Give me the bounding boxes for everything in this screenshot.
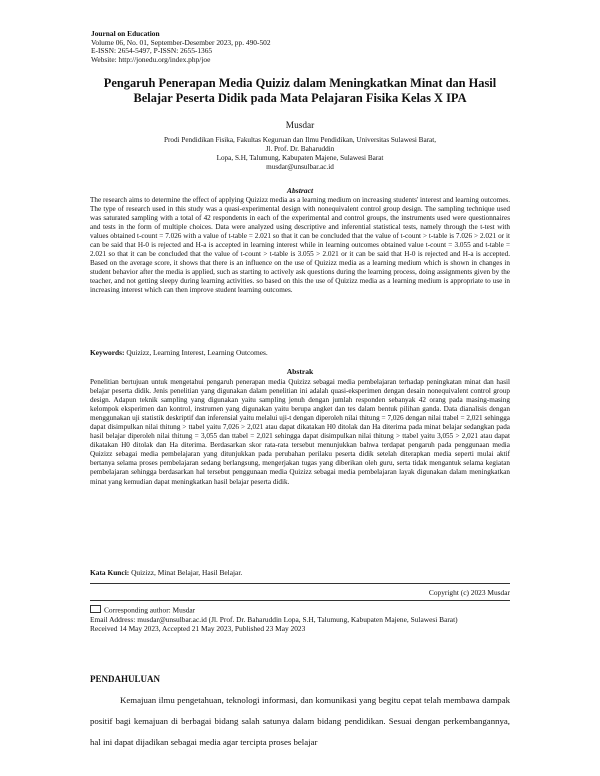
journal-header [91,30,511,64]
abstract-text: The research aims to determine the effect of applying Quizizz media as a learning medium on increasing students' interest and learning outcomes. The type of research used in this study was a quasi-experimental design with nonequivalent control group design. The sampling technique used was saturated sampling with a total of 42 respondents in each of the experimental and control groups, the instruments used were questionnaires and tests in the form of multiple choices. Data were analyzed using descriptive and inferential statistical tests, namely through the t-test with values obtained t-count = 7.026 with a value of t-table = 2.021 so that it can be concluded that the value of t-count > t-table is 7.026 > 2.021 or it can be said that H-0 is rejected and H-a is accepted in learning interest while in learning outcomes obtained value t-count = 3.055 and t-table = 2.021 so that it can be concluded that the value of t-count > t-table is 3.055 > 2.021 or it can be said that H-0 is rejected and H-a is accepted. Based on the average score, it shows that there is an influence on the use of Quizizz media as a learning medium which is shown in changes in student behavior after the media is applied, such as starting to actively ask questions during the learning process, doing assignments given by the teacher, and not getting sleepy during learning activities. so based on this the use of Quizizz media as a learning medium is appropriate to use in increasing interest which can then improve student learning outcomes. [90,196,510,295]
section-text: Kemajuan ilmu pengetahuan, teknologi informasi, dan komunikasi yang begitu cepat telah membawa dampak positif bagi kemajuan di berbagai bidang salah satunya dalam bidang pendidikan. Sesuai dengan perkembangannya, hal ini dapat dijadikan sebagai media agar tercipta proses belajar [90,695,510,747]
journal-issn: E-ISSN: 2654-5497, P-ISSN: 2655-1365 [91,46,213,56]
journal-name: Journal on Education [91,29,160,38]
kata-kunci [90,568,510,577]
corresponding-author: Corresponding author: Musdar [104,605,196,615]
keywords [90,348,510,357]
section-heading: PENDAHULUAN [90,674,161,684]
envelope-icon [90,605,101,613]
divider [90,600,510,601]
correspondence [90,605,510,633]
section-body [90,690,510,753]
paper-title: Pengaruh Penerapan Media Quiziz dalam Meningkatkan Minat dan Hasil Belajar Peserta Didik pada Mata Pelajaran Fisika Kelas X IPA [103,76,497,105]
abstract-heading: Abstract [286,186,314,195]
keywords-value: Quizizz, Learning Interest, Learning Outcomes. [126,348,268,357]
correspondence-email: Email Address: musdar@unsulbar.ac.id (Jl. Prof. Dr. Baharuddin Lopa, S.H, Talumung, Kabupaten Majene, Sulawesi Barat) [90,614,458,624]
copyright: Copyright (c) 2023 Musdar [428,588,510,597]
journal-website[interactable]: Website: http://jonedu.org/index.php/joe [91,54,211,64]
author-name: Musdar [285,121,315,131]
abstrak-text: Penelitian bertujuan untuk mengetahui pengaruh penerapan media Quizizz sebagai media pembelajaran terhadap peningkatan minat dan hasil belajar peserta didik. Jenis penelitian yang digunakan dalam penelitian ini adalah quasi-eksperimen dengan desain nonequivalent control group design. Adapun teknik sampling yang digunakan yaitu sampling jenuh dengan jumlah responden sebanyak 42 orang pada masing-masing kelompok eksperimen dan kontrol, instrumen yang digunakan yaitu berupa angket dan tes dalam bentuk pilihan ganda. Data dianalisis dengan menggunakan uji statistik deskriptif dan inferensial yaitu melalui uji-t dengan diperoleh nilai thitung = 7,026 dengan nilai ttabel = 2,021 sehingga dapat disimpulkan nilai thitung > ttabel yaitu 7,026 > 2,021 atau dapat dikatakan H0 ditolak dan Ha diterima pada minat belajar sedangkan pada hasil belajar diperoleh nilai thitung = 3,055 dan ttabel = 2,021 sehingga dapat disimpulkan nilai thitung > ttabel yaitu 3,055 > 2,021 atau dapat dikatakan H0 ditolak dan Ha diterima. Berdasarkan skor rata-rata tersebut menunjukkan bahwa terdapat pengaruh pada penggunaan media Quizizz sebagai media pembelajaran yang ditunjukkan pada perubahan perilaku peserta didik setelah diterapkan media seperti mulai aktif bertanya selama proses pembelajaran sedang berlangsung, mengerjakan tugas yang diberikan oleh guru, serta tidak mengantuk selama kegiatan pembelajaran sehingga berdasarkan hal tersebut penggunaan media Quizizz sebagai media pembelajaran layak digunakan dalam meningkatkan minat yang kemudian dapat meningkatkan hasil belajar peserta didik. [90,378,510,486]
affiliation-line: Lopa, S.H, Talumung, Kabupaten Majene, Sulawesi Barat [216,154,384,162]
affiliation-line: Prodi Pendidikan Fisika, Fakultas Keguruan dan Ilmu Pendidikan, Universitas Sulawesi Barat, Jl. Prof. Dr. Baharuddin [163,136,437,153]
article-dates: Received 14 May 2023, Accepted 21 May 2023, Published 23 May 2023 [90,623,306,633]
affiliation [160,136,440,172]
journal-volume: Volume 06, No. 01, September-Desember 2023, pp. 490-502 [91,37,271,47]
kata-kunci-value: Quizizz, Minat Belajar, Hasil Belajar. [131,568,243,577]
keywords-label: Keywords: [90,348,125,357]
abstrak-heading: Abstrak [286,367,314,376]
divider [90,583,510,584]
author-email[interactable]: musdar@unsulbar.ac.id [266,163,334,171]
kata-kunci-label: Kata Kunci: [90,568,130,577]
